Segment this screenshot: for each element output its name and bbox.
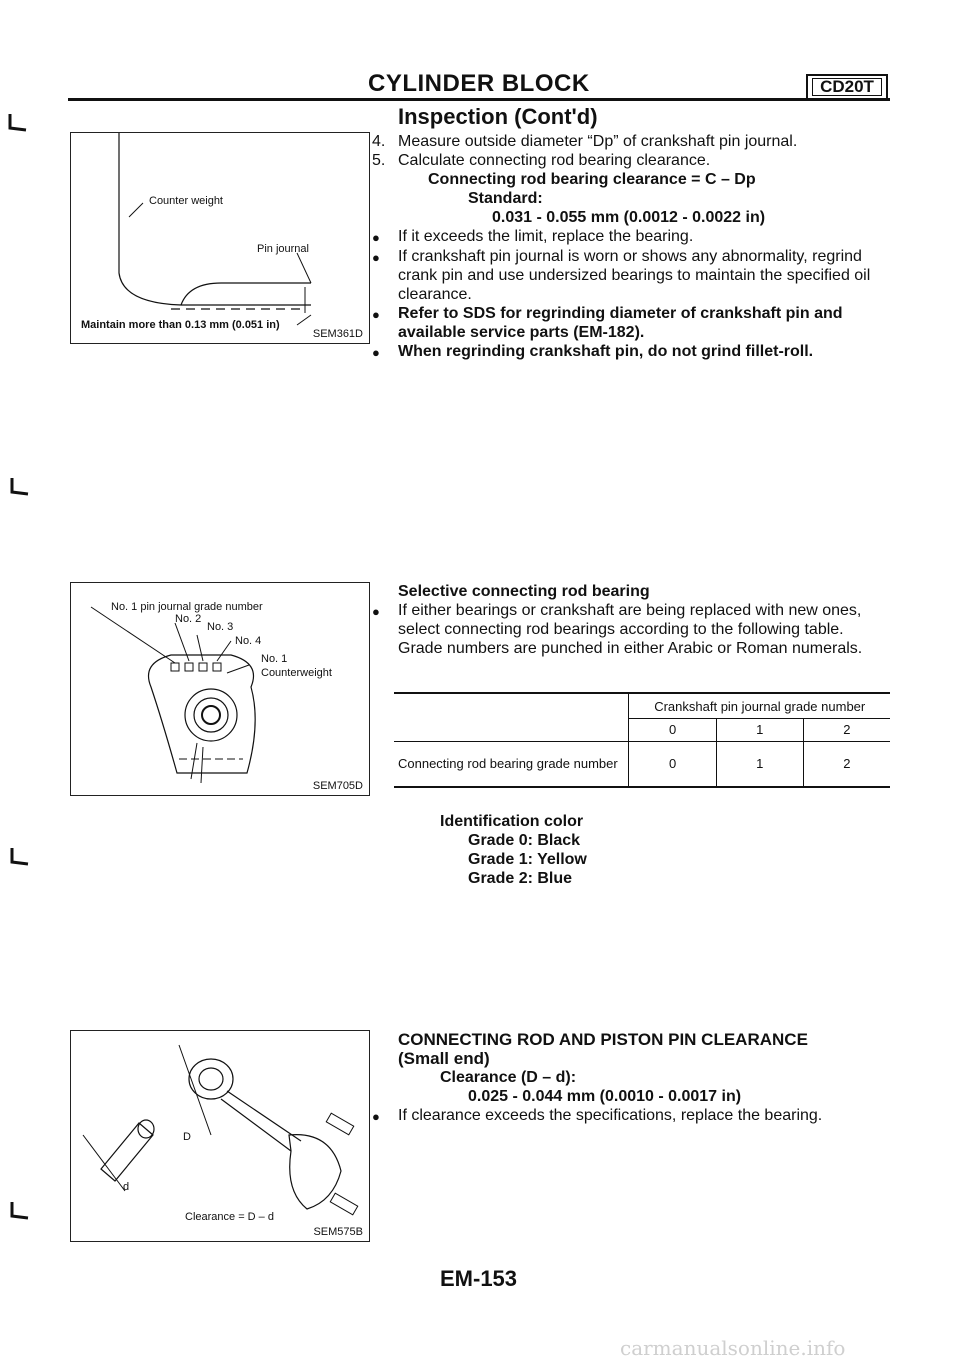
- section2-heading: Selective connecting rod bearing: [398, 583, 650, 600]
- label-no4: No. 4: [235, 635, 262, 647]
- table-cell: 1: [716, 719, 803, 742]
- grade-table: [394, 692, 890, 788]
- standard-value: 0.031 - 0.055 mm (0.0012 - 0.0022 in): [492, 209, 766, 226]
- id-color-block: [372, 812, 902, 888]
- bullet-item: [372, 227, 902, 247]
- section1-text: [372, 132, 902, 362]
- bullet-item: [372, 1106, 902, 1126]
- label-no2: No. 2: [175, 613, 202, 625]
- label-counter-weight: Counter weight: [149, 195, 223, 207]
- crankshaft-grade-diagram: [71, 583, 369, 795]
- section-title: CYLINDER BLOCK: [368, 70, 590, 97]
- label-counterweight: Counterweight: [261, 667, 332, 679]
- label-D: D: [183, 1131, 191, 1143]
- grade-color: Grade 1: Yellow: [468, 851, 587, 868]
- bullet-text: If it exceeds the limit, replace the bearing.: [398, 228, 694, 245]
- bullet-icon: ●: [372, 345, 380, 360]
- step-4-number: 4.: [372, 133, 386, 150]
- step-5-number: 5.: [372, 152, 386, 169]
- id-color-heading: Identification color: [440, 813, 584, 830]
- figure-code: SEM361D: [312, 328, 363, 340]
- corner-mark-3: [10, 846, 32, 868]
- pin-journal-diagram: [71, 133, 369, 343]
- header-rule: [68, 98, 890, 101]
- figure-pin-journal: [70, 132, 370, 344]
- connecting-rod-diagram: [71, 1031, 369, 1241]
- corner-mark-1: [8, 112, 30, 134]
- label-maintain: Maintain more than 0.13 mm (0.051 in): [81, 319, 280, 331]
- subheading: Inspection (Cont'd): [398, 104, 598, 129]
- label-clearance: Clearance = D – d: [185, 1211, 274, 1223]
- table-cell: 2: [803, 741, 890, 787]
- formula: Connecting rod bearing clearance = C – Dp: [428, 171, 756, 188]
- bullet-icon: ●: [372, 250, 380, 265]
- step-5-text: Calculate connecting rod bearing clearance.: [398, 152, 711, 169]
- table-cell: 1: [716, 741, 803, 787]
- section3-heading-line2: (Small end): [398, 1049, 490, 1068]
- grade-color: Grade 2: Blue: [468, 870, 573, 887]
- figure-code: SEM705D: [312, 780, 363, 792]
- bullet-item: [372, 601, 902, 658]
- label-no1: No. 1: [261, 653, 288, 665]
- table-row-label: Connecting rod bearing grade number: [398, 755, 618, 771]
- label-no1-grade: No. 1 pin journal grade number: [111, 601, 263, 613]
- label-d: d: [123, 1181, 130, 1193]
- label-no3: No. 3: [207, 621, 234, 633]
- engine-badge-label: CD20T: [812, 78, 882, 96]
- bullet-text: If either bearings or crankshaft are being replaced with new ones, select connecting rod bearings according to the following table. Grade numbers are punched in either Arabic or Roman numerals.: [398, 602, 863, 657]
- bullet-icon: ●: [372, 230, 380, 245]
- bullet-item: [372, 342, 902, 362]
- table-cell: 0: [629, 741, 716, 787]
- bullet-text: If crankshaft pin journal is worn or shows any abnormality, regrind crank pin and use undersized bearings to maintain the specified oil clearance.: [398, 248, 871, 303]
- corner-mark-2: [10, 476, 32, 498]
- table-header: Crankshaft pin journal grade number: [629, 693, 890, 719]
- section2-text: [372, 582, 902, 658]
- bullet-icon: ●: [372, 604, 380, 619]
- table-cell: 2: [803, 719, 890, 742]
- step-5: [372, 151, 902, 170]
- bullet-item: [372, 304, 902, 342]
- table-cell: 0: [629, 719, 716, 742]
- figure-grade-numbers: [70, 582, 370, 796]
- step-4-text: Measure outside diameter “Dp” of crankshaft pin journal.: [398, 133, 798, 150]
- engine-badge: [806, 74, 888, 100]
- section3-text: [372, 1030, 902, 1126]
- label-pin-journal: Pin journal: [257, 243, 309, 255]
- figure-connecting-rod: [70, 1030, 370, 1242]
- figure-code: SEM575B: [313, 1226, 363, 1238]
- bullet-item: [372, 247, 902, 304]
- clearance-label: Clearance (D – d):: [440, 1069, 577, 1086]
- clearance-value: 0.025 - 0.044 mm (0.0010 - 0.0017 in): [468, 1088, 742, 1105]
- step-4: [372, 132, 902, 151]
- watermark: carmanualsonline.info: [620, 1336, 846, 1360]
- section3-heading-line1: CONNECTING ROD AND PISTON PIN CLEARANCE: [398, 1030, 808, 1049]
- bullet-text: When regrinding crankshaft pin, do not grind fillet-roll.: [398, 343, 814, 360]
- standard-label: Standard:: [468, 190, 543, 207]
- bullet-text: Refer to SDS for regrinding diameter of crankshaft pin and available service parts (EM-182).: [398, 305, 843, 341]
- bullet-icon: ●: [372, 1109, 380, 1124]
- page-number: EM-153: [440, 1266, 518, 1291]
- bullet-text: If clearance exceeds the specifications, replace the bearing.: [398, 1107, 823, 1124]
- corner-mark-4: [10, 1200, 32, 1222]
- grade-color: Grade 0: Black: [468, 832, 581, 849]
- bullet-icon: ●: [372, 307, 380, 322]
